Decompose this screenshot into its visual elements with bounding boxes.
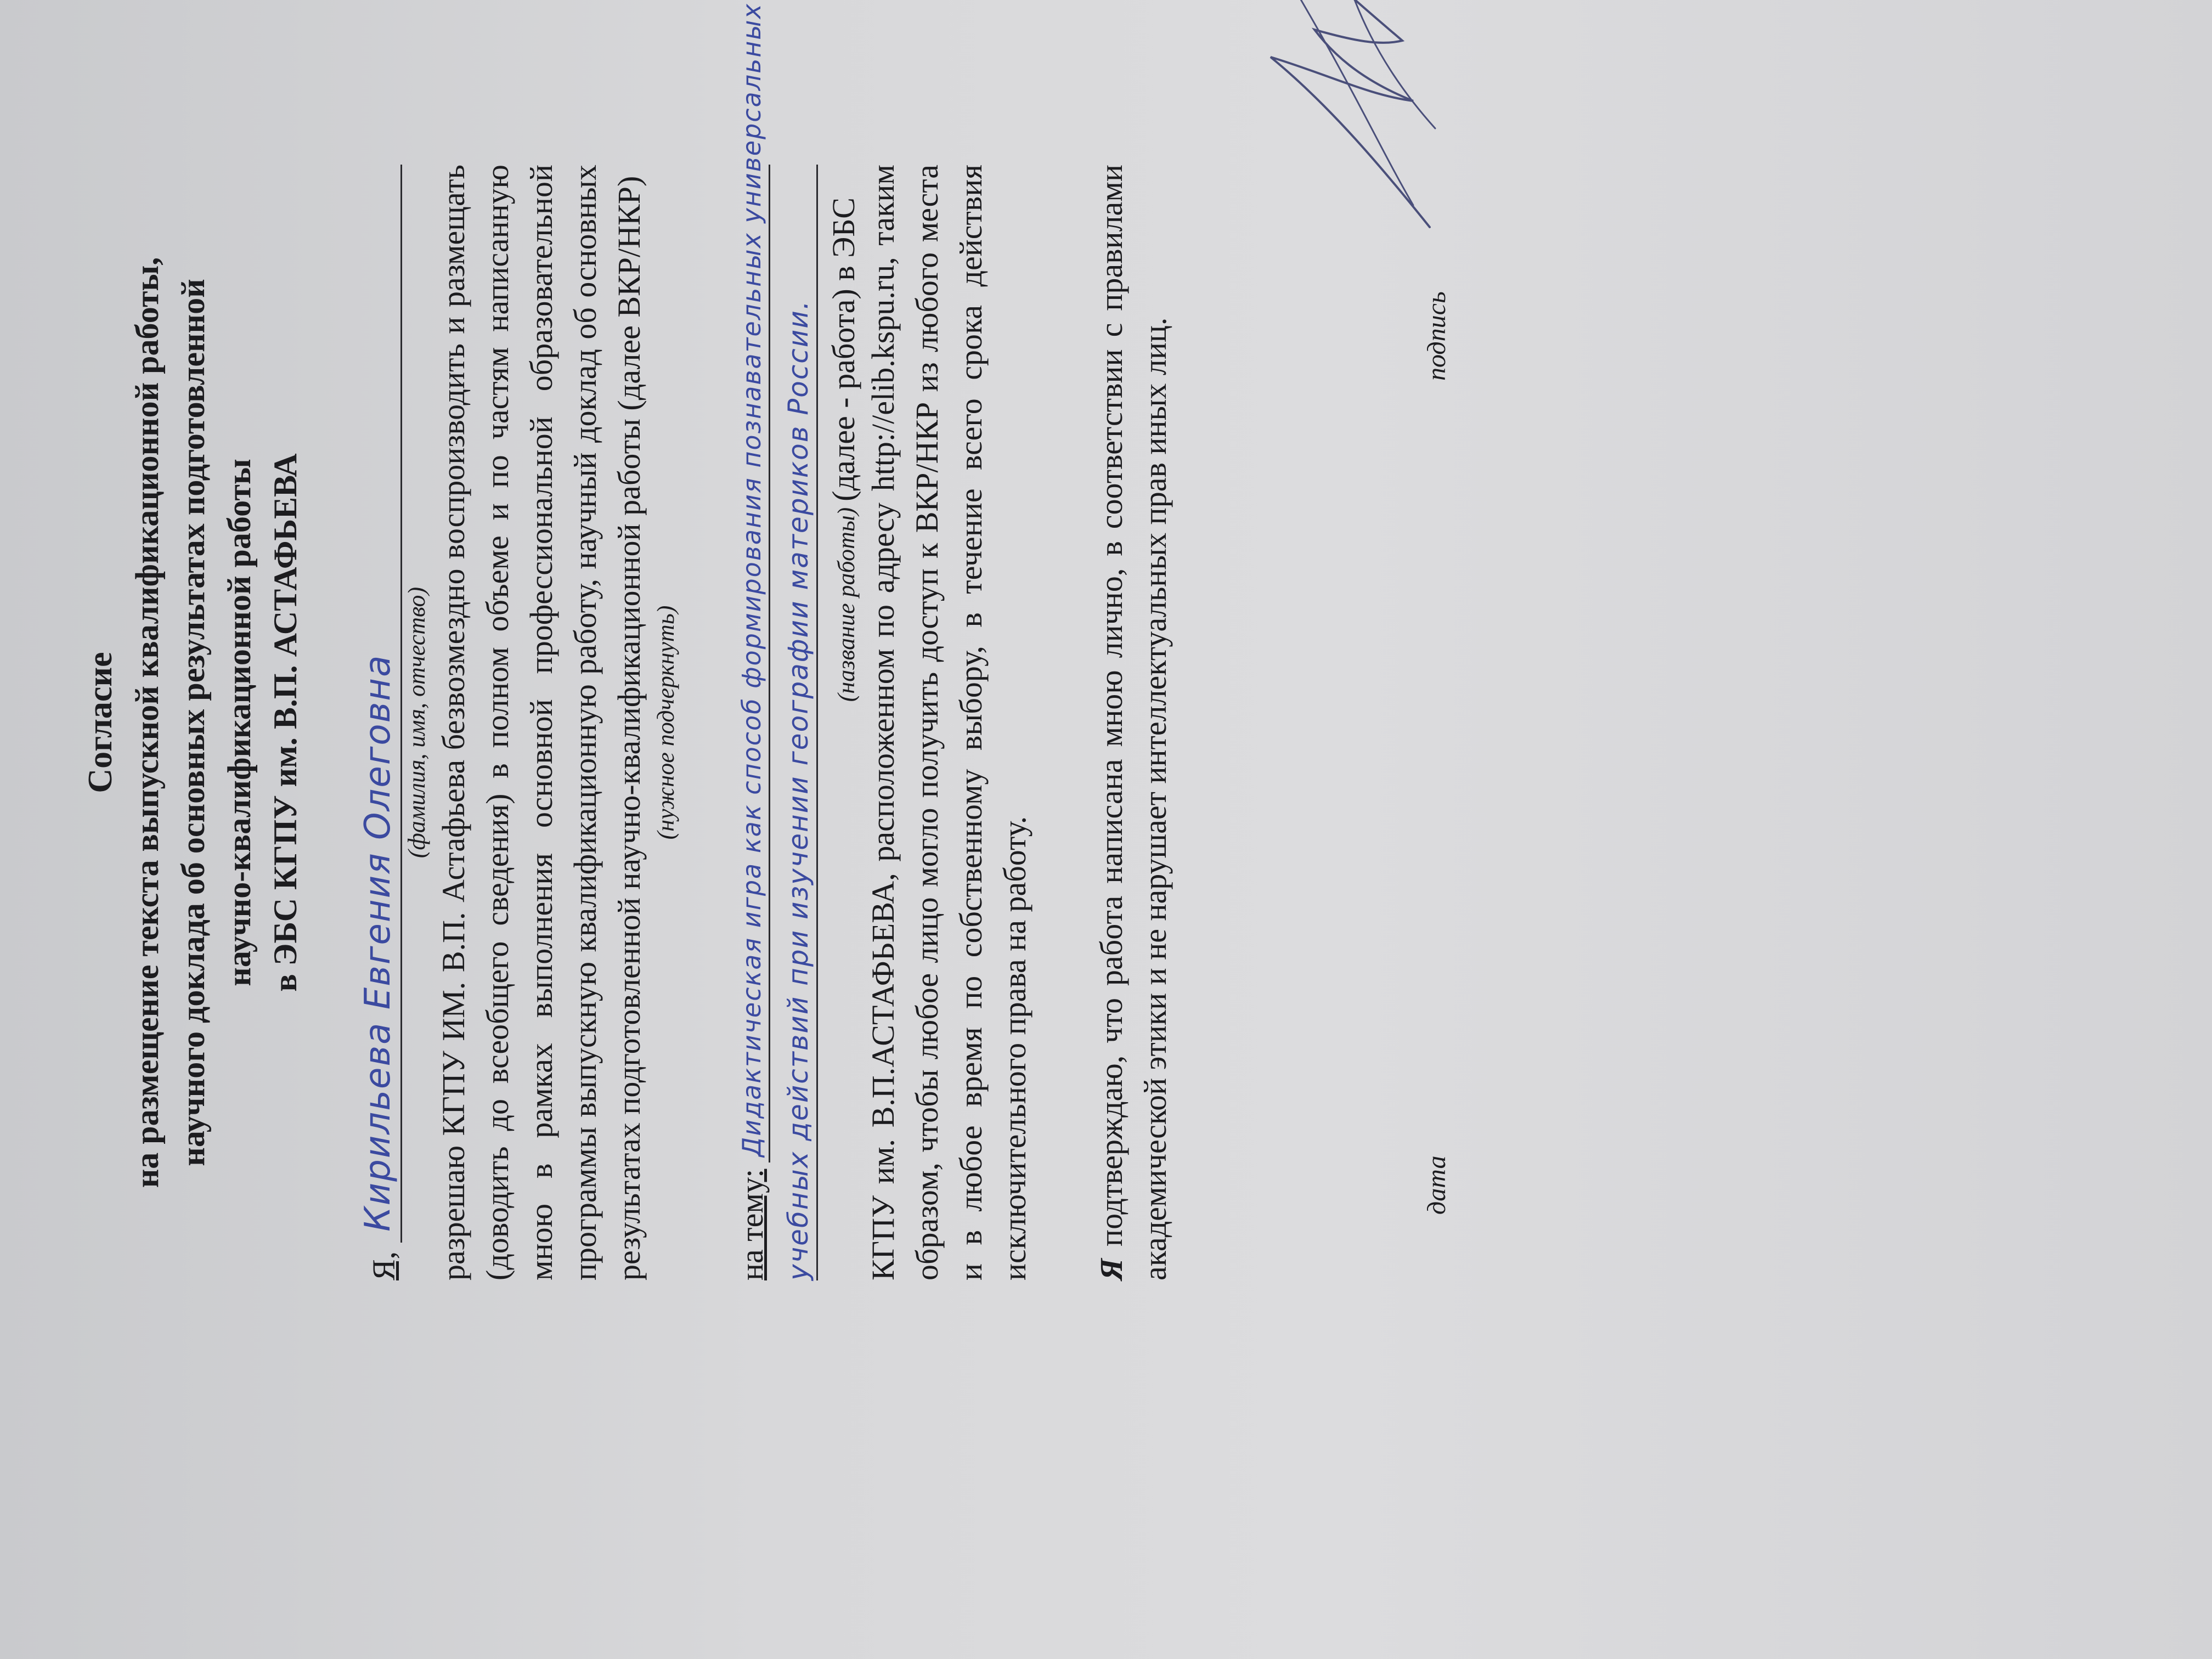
- topic-row: [729, 3, 770, 1280]
- document-title: [77, 165, 308, 1280]
- underline-hint: (нужное подчеркнуть): [652, 605, 679, 840]
- topic-handwritten-1: Дидактическая игра как способ формирования познавательных универсальных: [737, 3, 766, 1157]
- confirm-text: подтверждаю, что работа написана мною лично, в соответствии с правилами академической этики и не нарушает интеллектуальных прав иных лиц.: [1093, 164, 1173, 1280]
- name-field[interactable]: [358, 165, 402, 1243]
- document-heading: Согласие: [82, 652, 119, 793]
- topic-handwritten-2: учебных действий при изучении географии материков России.: [782, 300, 814, 1280]
- date-label: дата: [1422, 1155, 1451, 1215]
- name-hint: (фамилия, имя, отчество): [403, 586, 430, 859]
- topic-field-line-2[interactable]: [774, 165, 818, 1280]
- work-name-row: [826, 165, 861, 1280]
- title-line-2: научного доклада об основных результатах подготовленной: [175, 279, 211, 1166]
- signature-label: подпись: [1422, 291, 1451, 381]
- permission-paragraph: разрешаю КГПУ ИМ. В.П. Астафьева безвозмездно воспроизводить и размещать (доводить до всеобщего сведения) в полном объеме и по частям написанную мною в рамках выполнения основной профессиональной образовательной программы выпускную квалификационную работу, научный доклад об основных результатах подготовленной научно-квалификационной работы (далее ВКР/НКР): [436, 165, 647, 1280]
- name-row: [358, 165, 402, 1280]
- work-name-hint: (название работы): [833, 507, 860, 702]
- name-lead: Я,: [366, 1251, 402, 1280]
- title-line-1: на размещение текста выпускной квалификационной работы,: [129, 257, 165, 1188]
- topic-field-line-1[interactable]: [729, 3, 770, 1163]
- placement-text-1: (далее - работа) в ЭБС: [826, 198, 861, 501]
- confirm-paragraph: [1090, 165, 1177, 1280]
- title-line-3: научно-квалификационной работы: [221, 459, 257, 986]
- confirm-lead: Я: [1093, 1259, 1129, 1280]
- topic-lead: на тему:: [734, 1169, 770, 1280]
- title-line-4: в ЭБС КГПУ им. В.П. АСТАФЬЕВА: [267, 453, 303, 992]
- placement-paragraph: КГПУ им. В.П.АСТАФЬЕВА, расположенном по адресу http://elib.kspu.ru, таким образом, чтобы любое лицо могло получить доступ к ВКР/НКР из любого места и в любое время по собственному выбору, в течение всего срока действия исключительного права на работу.: [865, 165, 1032, 1280]
- handwritten-signature: [1249, 0, 1446, 238]
- signature-row: [1238, 165, 1468, 1280]
- name-handwritten: Кирильева Евгения Олеговна: [358, 654, 398, 1232]
